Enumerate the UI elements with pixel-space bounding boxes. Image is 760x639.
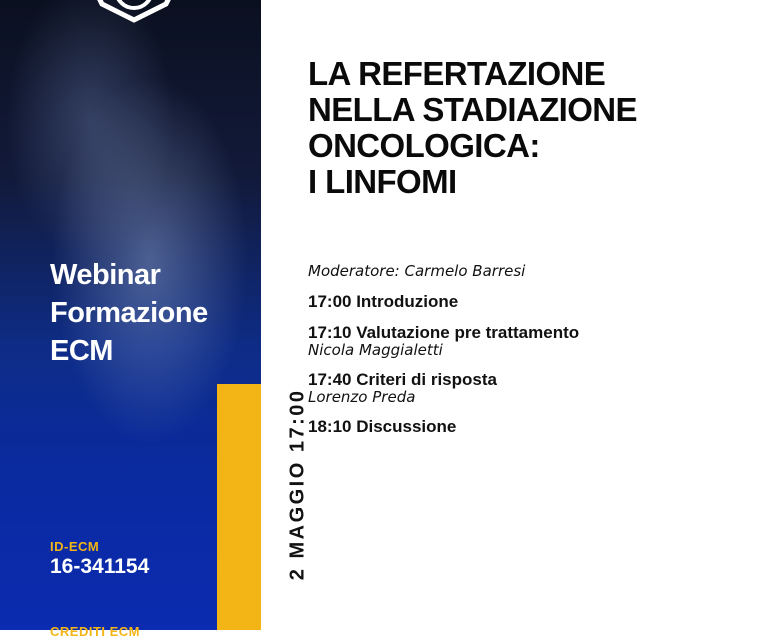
moderator: Moderatore: Carmelo Barresi: [308, 262, 526, 280]
webinar-title: [50, 256, 208, 370]
program-item: [308, 323, 579, 358]
event-title-line: I LINFOMI: [308, 163, 457, 200]
society-emblem-icon: [78, 0, 190, 22]
event-title-line: ONCOLOGICA:: [308, 127, 540, 164]
program-item-speaker: Lorenzo Preda: [308, 388, 416, 406]
event-title-line: LA REFERTAZIONE: [308, 55, 606, 92]
event-title: [308, 56, 637, 200]
program-item-title: 17:40 Criteri di risposta: [308, 370, 497, 389]
credits-ecm-label: CREDITI ECM: [50, 624, 140, 639]
program-list: [308, 262, 579, 448]
program-item: [308, 292, 579, 311]
event-date: 2 MAGGIO 17:00: [286, 388, 309, 581]
webinar-title-line: ECM: [50, 335, 113, 367]
program-item-speaker: Nicola Maggialetti: [308, 341, 443, 359]
left-panel: [0, 0, 309, 639]
date-bar: [217, 384, 309, 630]
program-item-title: 17:10 Valutazione pre trattamento: [308, 323, 580, 342]
program-item: [308, 417, 579, 436]
program-item-title: 17:00 Introduzione: [308, 292, 459, 311]
id-ecm-label: ID-ECM: [50, 539, 100, 554]
program-item: [308, 370, 579, 405]
webinar-title-line: Webinar: [50, 259, 161, 291]
webinar-title-line: Formazione: [50, 297, 208, 329]
id-ecm-value: 16-341154: [50, 555, 150, 578]
program-item-title: 18:10 Discussione: [308, 417, 457, 436]
event-title-line: NELLA STADIAZIONE: [308, 91, 637, 128]
